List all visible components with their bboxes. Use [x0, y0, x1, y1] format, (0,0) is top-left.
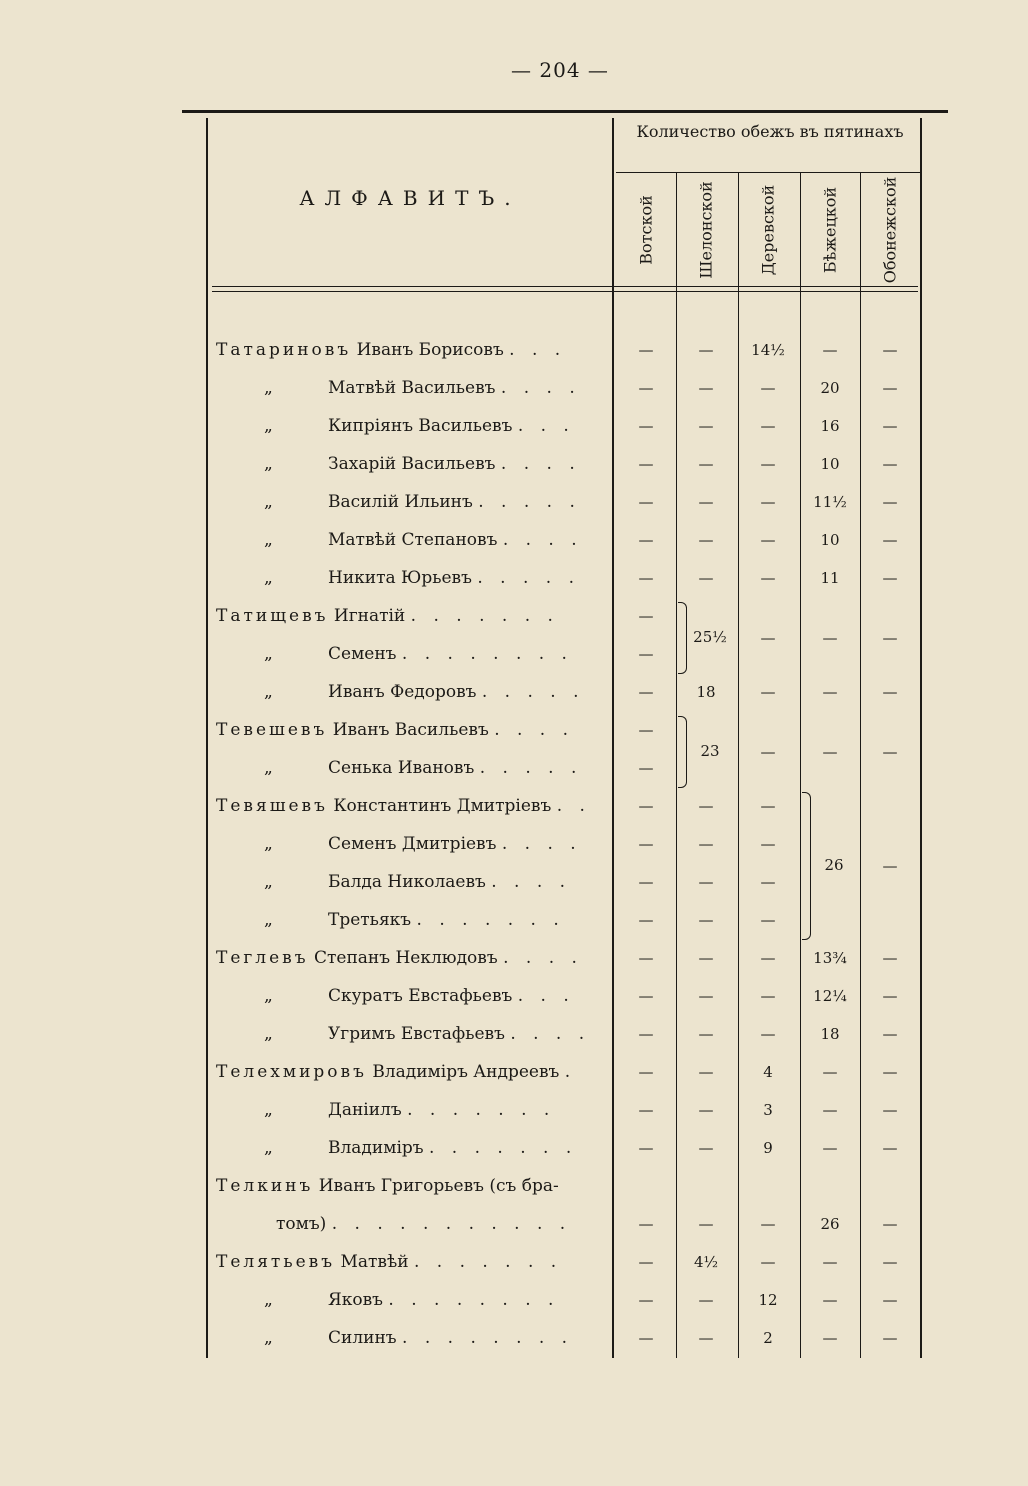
given-name: Угримъ Евстафьевъ [328, 1024, 505, 1044]
obezh-count: — [698, 455, 714, 473]
merged-obezh-count: 26 [824, 856, 844, 874]
ditto-mark: „ [264, 454, 273, 474]
obezh-count: — [638, 987, 654, 1005]
obezh-count: — [638, 835, 654, 853]
obezh-count: — [638, 645, 654, 663]
row-name [216, 644, 600, 664]
ditto-mark: „ [264, 1100, 273, 1120]
obezh-count: — [638, 797, 654, 815]
obezh-count: — [638, 759, 654, 777]
leader-dots: . . . . . . . [410, 606, 559, 626]
obezh-count: — [822, 1101, 838, 1119]
obezh-count: 4½ [693, 1253, 719, 1271]
leader-dots: . . . [517, 416, 575, 436]
surname: Телятьевъ [216, 1252, 336, 1272]
obezh-count: — [760, 743, 776, 761]
given-name: Иванъ Васильевъ [332, 720, 489, 740]
obezh-count: — [760, 683, 776, 701]
obezh-count: — [638, 1101, 654, 1119]
obezh-count: — [638, 1215, 654, 1233]
ditto-mark: „ [264, 416, 273, 436]
ditto-mark: „ [264, 530, 273, 550]
obezh-count: — [760, 455, 776, 473]
obezh-count: — [760, 629, 776, 647]
obezh-count: — [638, 1253, 654, 1271]
obezh-count: — [882, 569, 898, 587]
obezh-count: — [638, 417, 654, 435]
ditto-mark: „ [264, 682, 273, 702]
leader-dots: . . . . [494, 720, 575, 740]
given-name: Иванъ Федоровъ [328, 682, 477, 702]
obezh-count: — [760, 797, 776, 815]
column-heading [860, 172, 920, 288]
obezh-count: — [638, 379, 654, 397]
leader-dots: . . . . . . . [416, 910, 565, 930]
ditto-mark: „ [264, 910, 273, 930]
obezh-count: 12 [758, 1291, 778, 1309]
surname: Теглевъ [216, 948, 309, 968]
obezh-count: 11 [820, 569, 840, 587]
obezh-count: — [638, 873, 654, 891]
row-name [216, 378, 600, 398]
obezh-count: — [882, 629, 898, 647]
obezh-count: — [698, 569, 714, 587]
given-name: Владиміръ Андреевъ [372, 1062, 560, 1082]
row-name [216, 492, 600, 512]
row-name [216, 1290, 600, 1310]
leader-dots: . . . [517, 986, 575, 1006]
row-name [216, 758, 600, 778]
given-name: Константинъ Дмитріевъ [333, 796, 552, 816]
leader-dots: . . . . . . . [413, 1252, 563, 1272]
obezh-count: — [638, 721, 654, 739]
obezh-count: — [882, 1101, 898, 1119]
row-name [216, 530, 600, 550]
obezh-count: — [638, 493, 654, 511]
leader-dots: . . . . . [478, 492, 581, 512]
row-name [216, 1024, 600, 1044]
leader-dots: . . . . [500, 454, 581, 474]
ditto-mark: „ [264, 492, 273, 512]
obezh-count: — [698, 1291, 714, 1309]
ditto-mark: „ [264, 644, 273, 664]
row-name [216, 1062, 600, 1082]
row-name [216, 606, 600, 626]
obezh-count: — [822, 629, 838, 647]
leader-dots: . . . . . . . . . . . [331, 1214, 572, 1234]
obezh-count: 3 [763, 1101, 773, 1119]
leader-dots: . [564, 1062, 577, 1082]
obezh-count: — [698, 417, 714, 435]
obezh-count: — [882, 1291, 898, 1309]
row-name [216, 454, 600, 474]
obezh-count: — [882, 379, 898, 397]
row-name [216, 340, 600, 360]
ditto-mark: „ [264, 568, 273, 588]
ditto-mark: „ [264, 378, 273, 398]
obezh-count: — [882, 857, 898, 875]
surname: Телкинъ [216, 1176, 314, 1196]
obezh-count: — [760, 1215, 776, 1233]
column-heading [738, 172, 798, 288]
obezh-count: 13¾ [813, 949, 847, 967]
leader-dots: . . . [509, 340, 567, 360]
obezh-count: — [882, 987, 898, 1005]
given-name: томъ) [276, 1214, 327, 1234]
obezh-count: — [882, 1063, 898, 1081]
obezh-count: 9 [763, 1139, 773, 1157]
obezh-count: — [638, 531, 654, 549]
ditto-mark: „ [264, 1290, 273, 1310]
leader-dots: . . . . . [479, 758, 583, 778]
column-heading [800, 172, 860, 288]
obezh-count: — [882, 949, 898, 967]
obezh-count: 10 [820, 455, 840, 473]
given-name: Балда Николаевъ [328, 872, 486, 892]
obezh-count: — [822, 743, 838, 761]
obezh-count: — [882, 493, 898, 511]
obezh-count: — [882, 417, 898, 435]
obezh-count: — [760, 569, 776, 587]
obezh-count: — [638, 1329, 654, 1347]
obezh-count: — [882, 1139, 898, 1157]
obezh-count: — [760, 1253, 776, 1271]
obezh-count: — [638, 607, 654, 625]
obezh-count: — [760, 911, 776, 929]
row-name [216, 910, 600, 930]
obezh-count: — [698, 1329, 714, 1347]
table-vertical-rule [920, 118, 922, 1358]
obezh-count: — [822, 1139, 838, 1157]
obezh-count: — [698, 949, 714, 967]
obezh-count: — [698, 797, 714, 815]
surname: Татариновъ [216, 340, 352, 360]
leader-dots: . . . . [503, 948, 583, 968]
obezh-count: — [698, 873, 714, 891]
obezh-count: — [822, 1291, 838, 1309]
merged-obezh-count: 25½ [693, 628, 727, 646]
obezh-count: 14½ [751, 341, 785, 359]
ditto-mark: „ [264, 986, 273, 1006]
obezh-count: — [760, 1025, 776, 1043]
obezh-count: 16 [820, 417, 840, 435]
leader-dots: . . . . [510, 1024, 591, 1044]
obezh-count: — [760, 531, 776, 549]
obezh-count: — [698, 1215, 714, 1233]
column-heading [676, 172, 736, 288]
column-heading-label: Вотской [636, 195, 656, 265]
obezh-count: — [760, 417, 776, 435]
obezh-count: — [638, 341, 654, 359]
obezh-count: — [760, 835, 776, 853]
obezh-count: — [638, 683, 654, 701]
leader-dots: . . . . . . . [429, 1138, 578, 1158]
row-name [216, 796, 600, 816]
row-name [216, 872, 600, 892]
obezh-count: — [882, 1253, 898, 1271]
obezh-count: 10 [820, 531, 840, 549]
leader-dots: . . . . . [477, 568, 580, 588]
obezh-count: — [638, 949, 654, 967]
column-heading-label: Обонежской [880, 176, 900, 284]
leader-dots: . . [556, 796, 591, 816]
merged-obezh-count: 23 [700, 742, 720, 760]
given-name: Яковъ [328, 1290, 383, 1310]
header-rule [212, 291, 918, 292]
given-name: Силинъ [328, 1328, 397, 1348]
given-name: Матвѣй Степановъ [328, 530, 498, 550]
given-name: Владиміръ [328, 1138, 424, 1158]
ditto-mark: „ [264, 1138, 273, 1158]
row-name [216, 1252, 600, 1272]
row-name [216, 1100, 600, 1120]
given-name: Кипріянъ Васильевъ [328, 416, 513, 436]
obezh-count: — [760, 987, 776, 1005]
obezh-group-heading: Количество обежъ въ пятинахъ [636, 122, 904, 141]
obezh-count: — [882, 341, 898, 359]
row-name [216, 416, 600, 436]
given-name: Иванъ Борисовъ [356, 340, 504, 360]
leader-dots: . . . . [500, 378, 581, 398]
leader-dots: . . . . . . . [407, 1100, 556, 1120]
column-heading-label: Деревской [758, 184, 778, 276]
given-name: Семенъ Дмитріевъ [328, 834, 497, 854]
obezh-count: — [882, 531, 898, 549]
row-name [216, 986, 600, 1006]
row-name [216, 568, 600, 588]
obezh-count: — [698, 493, 714, 511]
obezh-count: — [638, 455, 654, 473]
obezh-count: — [822, 683, 838, 701]
obezh-count: — [882, 455, 898, 473]
obezh-count: — [822, 1253, 838, 1271]
obezh-count: — [698, 531, 714, 549]
obezh-count: — [698, 1139, 714, 1157]
obezh-count: — [822, 341, 838, 359]
obezh-count: — [760, 873, 776, 891]
obezh-count: — [698, 1025, 714, 1043]
leader-dots: . . . . [491, 872, 572, 892]
ditto-mark: „ [264, 872, 273, 892]
given-name: Скуратъ Евстафьевъ [328, 986, 513, 1006]
row-name [216, 948, 600, 968]
obezh-count: — [638, 1291, 654, 1309]
ditto-mark: „ [264, 758, 273, 778]
row-name [216, 720, 600, 740]
obezh-count: — [760, 493, 776, 511]
given-name: Матвѣй [340, 1252, 409, 1272]
obezh-count: — [638, 911, 654, 929]
row-name [216, 682, 600, 702]
obezh-count: 18 [820, 1025, 840, 1043]
table-vertical-rule [206, 118, 208, 1358]
obezh-count: 26 [820, 1215, 840, 1233]
column-heading-label: Бѣжецкой [820, 186, 840, 274]
obezh-count: — [882, 1329, 898, 1347]
obezh-count: — [698, 341, 714, 359]
obezh-count: — [698, 1101, 714, 1119]
obezh-count: — [698, 379, 714, 397]
column-heading [616, 172, 676, 288]
obezh-count: 20 [820, 379, 840, 397]
given-name: Матвѣй Васильевъ [328, 378, 496, 398]
given-name: Игнатій [333, 606, 406, 626]
surname: Телехмировъ [216, 1062, 367, 1082]
given-name: Семенъ [328, 644, 397, 664]
given-name: Сенька Ивановъ [328, 758, 475, 778]
given-name: Василій Ильинъ [328, 492, 473, 512]
obezh-count: — [822, 1329, 838, 1347]
leader-dots: . . . . . . . . [388, 1290, 560, 1310]
obezh-count: — [882, 1025, 898, 1043]
obezh-count: 12¼ [813, 987, 847, 1005]
obezh-count: — [638, 569, 654, 587]
page-number: — 204 — [511, 58, 609, 82]
leader-dots: . . . . [501, 834, 582, 854]
leader-dots: . . . . . . . . [401, 644, 573, 664]
obezh-count: — [882, 1215, 898, 1233]
obezh-count: — [698, 835, 714, 853]
surname: Тевяшевъ [216, 796, 328, 816]
row-name [216, 834, 600, 854]
obezh-count: — [638, 1063, 654, 1081]
obezh-count: — [760, 949, 776, 967]
row-name [216, 1176, 600, 1196]
leader-dots: . . . . [502, 530, 583, 550]
given-name: Никита Юрьевъ [328, 568, 472, 588]
ditto-mark: „ [264, 1328, 273, 1348]
given-name: Третьякъ [328, 910, 412, 930]
surname: Тевешевъ [216, 720, 328, 740]
obezh-count: — [822, 1063, 838, 1081]
given-name: Даніилъ [328, 1100, 402, 1120]
top-rule [182, 110, 948, 113]
row-name [216, 1138, 600, 1158]
alphabet-heading: АЛФАВИТЪ. [299, 186, 521, 210]
obezh-count: — [698, 1063, 714, 1081]
obezh-count: 4 [763, 1063, 773, 1081]
surname: Татищевъ [216, 606, 329, 626]
obezh-count: 18 [696, 683, 716, 701]
obezh-count: — [882, 743, 898, 761]
leader-dots: . . . . . . . . [402, 1328, 574, 1348]
given-name: Захарій Васильевъ [328, 454, 496, 474]
obezh-count: 11½ [813, 493, 847, 511]
given-name: Степанъ Неклюдовъ [313, 948, 498, 968]
obezh-count: — [760, 379, 776, 397]
column-heading-label: Шелонской [696, 181, 716, 279]
obezh-count: — [698, 911, 714, 929]
table-vertical-rule [612, 118, 614, 1358]
obezh-count: — [882, 683, 898, 701]
leader-dots: . . . . . [481, 682, 585, 702]
obezh-count: — [698, 987, 714, 1005]
row-name [216, 1328, 600, 1348]
given-name: Иванъ Григорьевъ (съ бра- [318, 1176, 559, 1196]
obezh-count: — [638, 1139, 654, 1157]
obezh-count: — [638, 1025, 654, 1043]
obezh-count: 2 [763, 1329, 773, 1347]
ditto-mark: „ [264, 1024, 273, 1044]
row-name [216, 1214, 660, 1234]
ditto-mark: „ [264, 834, 273, 854]
